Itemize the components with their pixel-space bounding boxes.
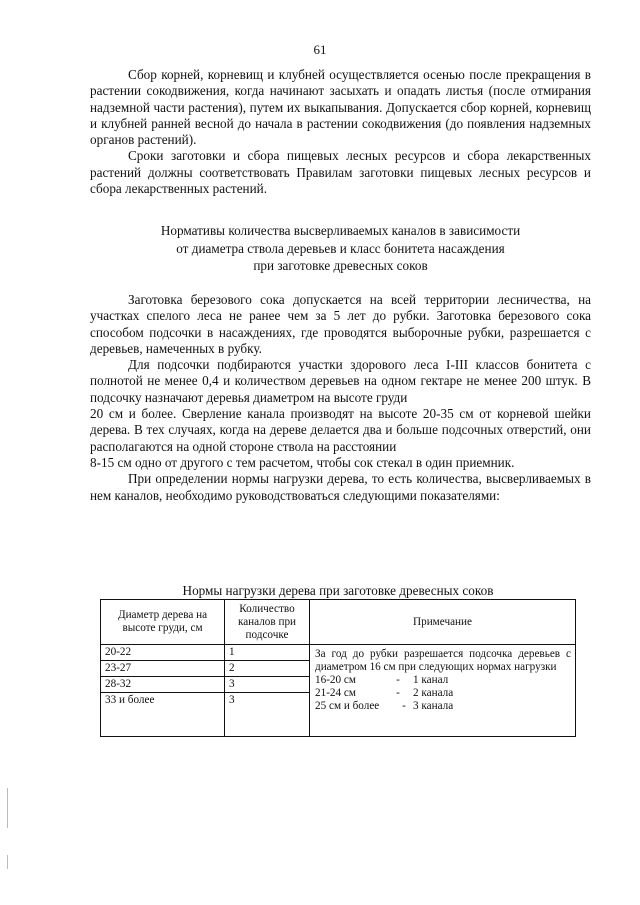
cell-channels: 1: [225, 645, 310, 661]
heading-line: от диаметра ствола деревьев и класс бонитета насаждения: [176, 240, 505, 256]
cell-note: [310, 645, 576, 737]
page-number: 61: [313, 42, 327, 57]
scan-margin-mark: [7, 855, 10, 869]
table-row: [101, 645, 576, 661]
header-channels: Количество каналов при подсочке: [225, 600, 310, 645]
intro-text: [90, 67, 591, 197]
norms-table: [100, 599, 576, 737]
note-range: [315, 700, 571, 713]
range-value: 2 канала: [413, 687, 454, 699]
note-range: [315, 674, 571, 687]
table-header-row: [101, 600, 576, 645]
paragraph: Сроки заготовки и сбора пищевых лесных ресурсов и сбора лекарственных растений должны соответствовать Правилам заготовки пищевых лесных ресурсов и сбора лекарственных растений.: [90, 148, 591, 197]
range-value: 3 канала: [413, 700, 454, 712]
section-heading: [90, 222, 591, 275]
range-value: 1 канал: [413, 674, 449, 686]
cell-diameter: 28-32: [101, 677, 225, 693]
paragraph: Заготовка березового сока допускается на всей территории лесничества, на участках спелого леса не ранее чем за 5 лет до рубки. Заготовка березового сока способом подсочки в насаждениях, где проводятся выборочные рубки, разрешается с деревьев, намеченных в рубку.: [90, 292, 591, 356]
header-note: Примечание: [310, 600, 576, 645]
norms-table-wrapper: [100, 599, 576, 737]
heading-line: Нормативы количества высверливаемых каналов в зависимости: [160, 223, 521, 238]
cell-diameter: 23-27: [101, 661, 225, 677]
body-text: [90, 292, 591, 504]
range-dash: -: [396, 674, 400, 686]
scan-margin-mark: [7, 788, 10, 828]
note-text: За год до рубки разрешается подсочка деревьев с диаметром 16 см при следующих нормах нагрузки: [315, 648, 571, 673]
header-diameter: Диаметр дерева на высоте груди, см: [101, 600, 225, 645]
paragraph: 20 см и более. Сверление канала производят на высоте 20-35 см от корневой шейки дерева. В тех случаях, когда на дереве делается два и больше подсочных отверстий, они располагаются на одной стороне ствола на расстоянии: [90, 406, 591, 454]
range-dash: -: [402, 700, 406, 712]
cell-channels: 2: [225, 661, 310, 677]
cell-channels: 3: [225, 677, 310, 693]
cell-channels: 3: [225, 693, 310, 737]
paragraph: Сбор корней, корневищ и клубней осуществляется осенью после прекращения в растении сокодвижения, когда начинают засыхать и опадать листья (после отмирания надземной части растения), путем их выкапывания. Допускается сбор корней, корневищ и клубней ранней весной до начала в растении сокодвижения (до появления надземных органов растений).: [90, 67, 591, 148]
table-title: Нормы нагрузки дерева при заготовке древесных соков: [182, 583, 494, 598]
cell-diameter: 33 и более: [101, 693, 225, 737]
paragraph: 8-15 см одно от другого с тем расчетом, чтобы сок стекал в один приемник.: [90, 454, 515, 470]
cell-diameter: 20-22: [101, 645, 225, 661]
range-dash: -: [396, 687, 400, 699]
note-range: [315, 687, 571, 700]
range-label: 16-20 см: [315, 674, 356, 686]
range-label: 25 см и более: [315, 700, 380, 712]
heading-line: при заготовке древесных соков: [253, 258, 428, 273]
paragraph: Для подсочки подбираются участки здорового леса I-III классов бонитета с полнотой не менее 0,4 и количеством деревьев на одном гектаре не менее 200 штук. В подсочку назначают деревья диаметром на высоте груди: [90, 357, 591, 405]
paragraph: При определении нормы нагрузки дерева, то есть количества, высверливаемых в нем каналов, необходимо руководствоваться следующими показателями:: [90, 471, 591, 503]
range-label: 21-24 см: [315, 687, 356, 699]
